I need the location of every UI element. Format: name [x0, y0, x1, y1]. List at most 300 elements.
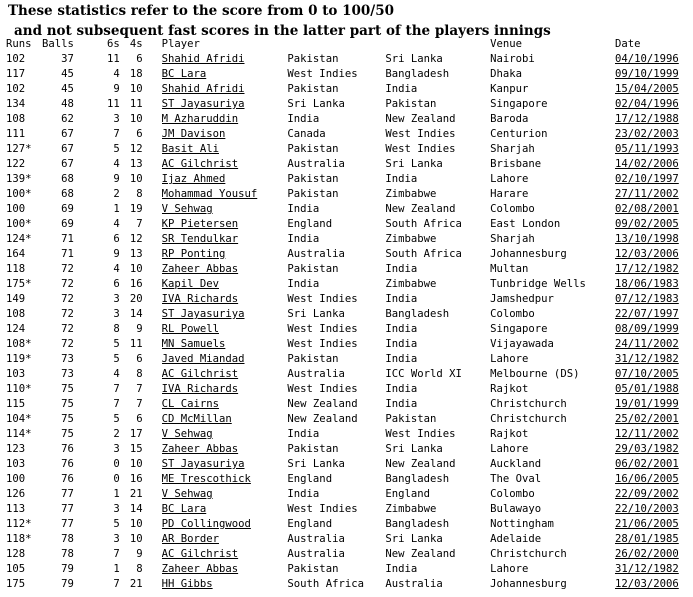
player-link[interactable]: Kapil Dev [161, 278, 219, 290]
stats-table [0, 37, 693, 592]
balls-cell: 76 [61, 443, 74, 455]
team-cell: West Indies [287, 293, 358, 305]
balls-cell: 72 [61, 308, 74, 320]
runs-cell: 149 [6, 293, 26, 305]
balls-cell: 69 [61, 203, 74, 215]
fours-cell: 9 [136, 323, 143, 335]
team-cell: Pakistan [287, 83, 339, 95]
opposition-cell: Sri Lanka [385, 443, 443, 455]
player-link[interactable]: M Azharuddin [161, 113, 239, 125]
player-link[interactable]: BC Lara [161, 68, 207, 80]
sixes-cell: 9 [113, 83, 120, 95]
player-link[interactable]: Shahid Afridi [161, 83, 245, 95]
opposition-cell: India [385, 263, 418, 275]
runs-cell: 102 [6, 83, 26, 95]
team-cell: Australia [287, 548, 345, 560]
date-link[interactable]: 15/04/2005 [615, 83, 679, 95]
sixes-cell: 3 [113, 293, 120, 305]
team-cell: West Indies [287, 383, 358, 395]
header-date: Date [615, 38, 641, 50]
date-link[interactable]: 07/12/1983 [615, 293, 679, 305]
balls-cell: 77 [61, 503, 74, 515]
sixes-cell: 7 [113, 128, 120, 140]
team-cell: England [287, 518, 333, 530]
player-link[interactable]: ST Jayasuriya [161, 458, 245, 470]
table-row [0, 547, 693, 562]
player-link[interactable]: PD Collingwood [161, 518, 251, 530]
fours-cell: 10 [129, 263, 143, 275]
date-link[interactable]: 29/03/1982 [615, 443, 679, 455]
date-link[interactable]: 06/02/2001 [615, 458, 679, 470]
venue-cell: Tunbridge Wells [490, 278, 586, 290]
table-row [0, 517, 693, 532]
date-link[interactable]: 05/01/1988 [615, 383, 679, 395]
team-cell: Pakistan [287, 53, 339, 65]
fours-cell: 17 [129, 428, 143, 440]
runs-cell: 100* [6, 218, 32, 230]
opposition-cell: India [385, 173, 418, 185]
team-cell: West Indies [287, 503, 358, 515]
date-link[interactable]: 04/10/1996 [615, 53, 679, 65]
player-link[interactable]: ME Trescothick [161, 473, 251, 485]
table-row [0, 352, 693, 367]
sixes-cell: 4 [113, 263, 120, 275]
fours-cell: 8 [136, 368, 143, 380]
player-link[interactable]: AC Gilchrist [161, 548, 239, 560]
runs-cell: 110* [6, 383, 32, 395]
venue-cell: Christchurch [490, 413, 567, 425]
venue-cell: Lahore [490, 443, 529, 455]
opposition-cell: India [385, 293, 418, 305]
team-cell: Pakistan [287, 443, 339, 455]
team-cell: West Indies [287, 68, 358, 80]
team-cell: India [287, 278, 320, 290]
venue-cell: Nottingham [490, 518, 554, 530]
team-cell: India [287, 113, 320, 125]
fours-cell: 8 [136, 563, 143, 575]
player-link[interactable]: Mohammad Yousuf [161, 188, 258, 200]
opposition-cell: West Indies [385, 143, 456, 155]
date-link[interactable]: 22/07/1997 [615, 308, 679, 320]
table-row [0, 382, 693, 397]
table-row [0, 487, 693, 502]
player-link[interactable]: ST Jayasuriya [161, 98, 245, 110]
balls-cell: 72 [61, 293, 74, 305]
date-link[interactable]: 31/12/1982 [615, 353, 679, 365]
intro-line-1: These statistics refer to the score from 0 to 100/50 [8, 3, 395, 19]
sixes-cell: 9 [113, 248, 120, 260]
player-link[interactable]: Javed Miandad [161, 353, 245, 365]
balls-cell: 73 [61, 368, 74, 380]
opposition-cell: India [385, 398, 418, 410]
fours-cell: 13 [129, 248, 143, 260]
opposition-cell: Zimbabwe [385, 233, 437, 245]
sixes-cell: 7 [113, 578, 120, 590]
table-row [0, 187, 693, 202]
sixes-cell: 3 [113, 503, 120, 515]
date-link[interactable]: 28/01/1985 [615, 533, 679, 545]
date-link[interactable]: 17/12/1988 [615, 113, 679, 125]
player-link[interactable]: V Sehwag [161, 488, 213, 500]
table-row [0, 142, 693, 157]
table-row [0, 262, 693, 277]
date-link[interactable]: 18/06/1983 [615, 278, 679, 290]
runs-cell: 124* [6, 233, 32, 245]
fours-cell: 10 [129, 113, 143, 125]
sixes-cell: 3 [113, 533, 120, 545]
date-link[interactable]: 22/09/2002 [615, 488, 679, 500]
sixes-cell: 0 [113, 473, 120, 485]
date-link[interactable]: 12/11/2002 [615, 428, 679, 440]
balls-cell: 71 [61, 248, 74, 260]
balls-cell: 67 [61, 143, 74, 155]
balls-cell: 72 [61, 278, 74, 290]
venue-cell: Bulawayo [490, 503, 542, 515]
sixes-cell: 5 [113, 413, 120, 425]
sixes-cell: 4 [113, 218, 120, 230]
sixes-cell: 3 [113, 443, 120, 455]
runs-cell: 100 [6, 203, 26, 215]
team-cell: West Indies [287, 338, 358, 350]
balls-cell: 77 [61, 488, 74, 500]
table-row [0, 202, 693, 217]
date-link[interactable]: 22/10/2003 [615, 503, 679, 515]
balls-cell: 77 [61, 518, 74, 530]
fours-cell: 8 [136, 188, 143, 200]
fours-cell: 12 [129, 233, 143, 245]
date-link[interactable]: 08/09/1999 [615, 323, 679, 335]
venue-cell: Lahore [490, 173, 529, 185]
date-link[interactable]: 31/12/1982 [615, 563, 679, 575]
opposition-cell: India [385, 383, 418, 395]
balls-cell: 67 [61, 128, 74, 140]
balls-cell: 72 [61, 338, 74, 350]
fours-cell: 13 [129, 158, 143, 170]
fours-cell: 20 [129, 293, 143, 305]
opposition-cell: India [385, 338, 418, 350]
opposition-cell: Pakistan [385, 413, 437, 425]
sixes-cell: 3 [113, 113, 120, 125]
date-link[interactable]: 02/08/2001 [615, 203, 679, 215]
date-link[interactable]: 27/11/2002 [615, 188, 679, 200]
table-row [0, 52, 693, 67]
date-link[interactable]: 05/11/1993 [615, 143, 679, 155]
date-link[interactable]: 02/10/1997 [615, 173, 679, 185]
venue-cell: The Oval [490, 473, 542, 485]
fours-cell: 14 [129, 308, 143, 320]
runs-cell: 114* [6, 428, 32, 440]
sixes-cell: 1 [113, 488, 120, 500]
fours-cell: 6 [136, 128, 143, 140]
runs-cell: 113 [6, 503, 26, 515]
team-cell: Pakistan [287, 188, 339, 200]
team-cell: Pakistan [287, 563, 339, 575]
venue-cell: Jamshedpur [490, 293, 554, 305]
team-cell: Sri Lanka [287, 308, 345, 320]
team-cell: Pakistan [287, 353, 339, 365]
runs-cell: 105 [6, 563, 26, 575]
fours-cell: 18 [129, 68, 143, 80]
team-cell: India [287, 488, 320, 500]
venue-cell: Harare [490, 188, 529, 200]
table-row [0, 277, 693, 292]
header-row [0, 37, 693, 52]
balls-cell: 68 [61, 188, 74, 200]
fours-cell: 10 [129, 83, 143, 95]
table-row [0, 412, 693, 427]
team-cell: Canada [287, 128, 326, 140]
date-link[interactable]: 12/03/2006 [615, 578, 679, 590]
team-cell: West Indies [287, 323, 358, 335]
table-row [0, 112, 693, 127]
opposition-cell: New Zealand [385, 203, 456, 215]
runs-cell: 108 [6, 113, 26, 125]
player-link[interactable]: Zaheer Abbas [161, 443, 239, 455]
opposition-cell: New Zealand [385, 113, 456, 125]
opposition-cell: ICC World XI [385, 368, 462, 380]
opposition-cell: India [385, 353, 418, 365]
player-link[interactable]: SR Tendulkar [161, 233, 239, 245]
date-link[interactable]: 16/06/2005 [615, 473, 679, 485]
player-link[interactable]: JM Davison [161, 128, 226, 140]
table-row [0, 457, 693, 472]
header-balls: Balls [42, 38, 74, 50]
fours-cell: 7 [136, 398, 143, 410]
venue-cell: Lahore [490, 353, 529, 365]
sixes-cell: 1 [113, 563, 120, 575]
table-row [0, 127, 693, 142]
date-link[interactable]: 13/10/1998 [615, 233, 679, 245]
opposition-cell: West Indies [385, 428, 456, 440]
player-link[interactable]: Zaheer Abbas [161, 263, 239, 275]
player-link[interactable]: HH Gibbs [161, 578, 213, 590]
player-link[interactable]: V Sehwag [161, 203, 213, 215]
team-cell: Pakistan [287, 263, 339, 275]
opposition-cell: Bangladesh [385, 68, 450, 80]
date-link[interactable]: 09/10/1999 [615, 68, 679, 80]
table-row [0, 472, 693, 487]
player-link[interactable]: RP Ponting [161, 248, 226, 260]
header-sixes: 6s [106, 38, 120, 50]
team-cell: Australia [287, 158, 345, 170]
venue-cell: Dhaka [490, 68, 523, 80]
balls-cell: 48 [61, 98, 74, 110]
table-row [0, 562, 693, 577]
runs-cell: 175* [6, 278, 32, 290]
fours-cell: 10 [129, 173, 143, 185]
fours-cell: 7 [136, 383, 143, 395]
fours-cell: 11 [129, 98, 143, 110]
opposition-cell: Sri Lanka [385, 158, 443, 170]
team-cell: New Zealand [287, 398, 358, 410]
opposition-cell: New Zealand [385, 548, 456, 560]
date-link[interactable]: 26/02/2000 [615, 548, 679, 560]
opposition-cell: Bangladesh [385, 308, 450, 320]
date-link[interactable]: 14/02/2006 [615, 158, 679, 170]
team-cell: Sri Lanka [287, 458, 345, 470]
table-row [0, 427, 693, 442]
runs-cell: 139* [6, 173, 32, 185]
player-link[interactable]: Ijaz Ahmed [161, 173, 226, 185]
runs-cell: 126 [6, 488, 26, 500]
sixes-cell: 4 [113, 158, 120, 170]
player-link[interactable]: IVA Richards [161, 383, 239, 395]
fours-cell: 12 [129, 143, 143, 155]
runs-cell: 164 [6, 248, 26, 260]
opposition-cell: Sri Lanka [385, 53, 443, 65]
fours-cell: 7 [136, 218, 143, 230]
opposition-cell: West Indies [385, 128, 456, 140]
opposition-cell: India [385, 83, 418, 95]
table-row [0, 292, 693, 307]
runs-cell: 100* [6, 188, 32, 200]
balls-cell: 79 [61, 563, 74, 575]
player-link[interactable]: KP Pietersen [161, 218, 239, 230]
team-cell: Australia [287, 368, 345, 380]
header-player: Player [161, 38, 200, 50]
table-row [0, 337, 693, 352]
sixes-cell: 9 [113, 173, 120, 185]
venue-cell: Sharjah [490, 143, 535, 155]
player-link[interactable]: AC Gilchrist [161, 158, 239, 170]
runs-cell: 122 [6, 158, 26, 170]
team-cell: England [287, 473, 333, 485]
balls-cell: 68 [61, 173, 74, 185]
table-row [0, 232, 693, 247]
balls-cell: 67 [61, 158, 74, 170]
fours-cell: 10 [129, 458, 143, 470]
opposition-cell: Zimbabwe [385, 503, 437, 515]
venue-cell: Colombo [490, 203, 535, 215]
player-link[interactable]: Zaheer Abbas [161, 563, 239, 575]
opposition-cell: Bangladesh [385, 473, 450, 485]
table-row [0, 442, 693, 457]
player-link[interactable]: CL Cairns [161, 398, 219, 410]
date-link[interactable]: 17/12/1982 [615, 263, 679, 275]
team-cell: South Africa [287, 578, 364, 590]
team-cell: New Zealand [287, 413, 358, 425]
balls-cell: 76 [61, 473, 74, 485]
header-fours: 4s [129, 38, 143, 50]
date-link[interactable]: 21/06/2005 [615, 518, 679, 530]
player-link[interactable]: IVA Richards [161, 293, 239, 305]
venue-cell: Melbourne (DS) [490, 368, 580, 380]
balls-cell: 72 [61, 263, 74, 275]
venue-cell: Johannesburg [490, 578, 567, 590]
table-row [0, 67, 693, 82]
venue-cell: Vijayawada [490, 338, 554, 350]
date-link[interactable]: 25/02/2001 [615, 413, 679, 425]
runs-cell: 175 [6, 578, 26, 590]
date-link[interactable]: 09/02/2005 [615, 218, 679, 230]
player-link[interactable]: AR Border [161, 533, 219, 545]
player-link[interactable]: RL Powell [161, 323, 219, 335]
runs-cell: 102 [6, 53, 26, 65]
opposition-cell: England [385, 488, 430, 500]
runs-cell: 128 [6, 548, 26, 560]
table-row [0, 532, 693, 547]
date-link[interactable]: 19/01/1999 [615, 398, 679, 410]
runs-cell: 111 [6, 128, 26, 140]
player-link[interactable]: ST Jayasuriya [161, 308, 245, 320]
fours-cell: 19 [129, 203, 143, 215]
table-row [0, 172, 693, 187]
fours-cell: 9 [136, 548, 143, 560]
fours-cell: 21 [129, 488, 143, 500]
sixes-cell: 5 [113, 353, 120, 365]
date-link[interactable]: 02/04/1996 [615, 98, 679, 110]
table-row [0, 322, 693, 337]
player-link[interactable]: V Sehwag [161, 428, 213, 440]
runs-cell: 104* [6, 413, 32, 425]
venue-cell: Johannesburg [490, 248, 567, 260]
opposition-cell: Bangladesh [385, 518, 450, 530]
venue-cell: Centurion [490, 128, 548, 140]
player-link[interactable]: Shahid Afridi [161, 53, 245, 65]
opposition-cell: India [385, 323, 418, 335]
sixes-cell: 5 [113, 338, 120, 350]
venue-cell: Singapore [490, 98, 548, 110]
fours-cell: 6 [136, 413, 143, 425]
team-cell: Pakistan [287, 143, 339, 155]
sixes-cell: 6 [113, 278, 120, 290]
runs-cell: 100 [6, 473, 26, 485]
sixes-cell: 1 [113, 203, 120, 215]
venue-cell: Auckland [490, 458, 542, 470]
player-link[interactable]: CD McMillan [161, 413, 232, 425]
date-link[interactable]: 07/10/2005 [615, 368, 679, 380]
player-link[interactable]: BC Lara [161, 503, 207, 515]
fours-cell: 6 [136, 353, 143, 365]
player-link[interactable]: Basit Ali [161, 143, 219, 155]
team-cell: India [287, 428, 320, 440]
team-cell: Australia [287, 533, 345, 545]
balls-cell: 75 [61, 428, 74, 440]
runs-cell: 118 [6, 263, 26, 275]
date-link[interactable]: 12/03/2006 [615, 248, 679, 260]
table-row [0, 397, 693, 412]
table-row [0, 217, 693, 232]
balls-cell: 62 [61, 113, 74, 125]
sixes-cell: 0 [113, 458, 120, 470]
venue-cell: Singapore [490, 323, 548, 335]
date-link[interactable]: 23/02/2003 [615, 128, 679, 140]
fours-cell: 11 [129, 338, 143, 350]
runs-cell: 115 [6, 398, 26, 410]
date-link[interactable]: 24/11/2002 [615, 338, 679, 350]
balls-cell: 78 [61, 533, 74, 545]
player-link[interactable]: MN Samuels [161, 338, 226, 350]
venue-cell: Christchurch [490, 398, 567, 410]
sixes-cell: 7 [113, 383, 120, 395]
sixes-cell: 2 [113, 428, 120, 440]
fours-cell: 15 [129, 443, 143, 455]
header-venue: Venue [490, 38, 523, 50]
fours-cell: 16 [129, 278, 143, 290]
balls-cell: 72 [61, 323, 74, 335]
opposition-cell: New Zealand [385, 458, 456, 470]
venue-cell: Colombo [490, 488, 535, 500]
player-link[interactable]: AC Gilchrist [161, 368, 239, 380]
venue-cell: Rajkot [490, 428, 529, 440]
opposition-cell: South Africa [385, 218, 462, 230]
venue-cell: Colombo [490, 308, 535, 320]
sixes-cell: 4 [113, 368, 120, 380]
venue-cell: Kanpur [490, 83, 529, 95]
table-row [0, 247, 693, 262]
sixes-cell: 3 [113, 308, 120, 320]
runs-cell: 108 [6, 308, 26, 320]
